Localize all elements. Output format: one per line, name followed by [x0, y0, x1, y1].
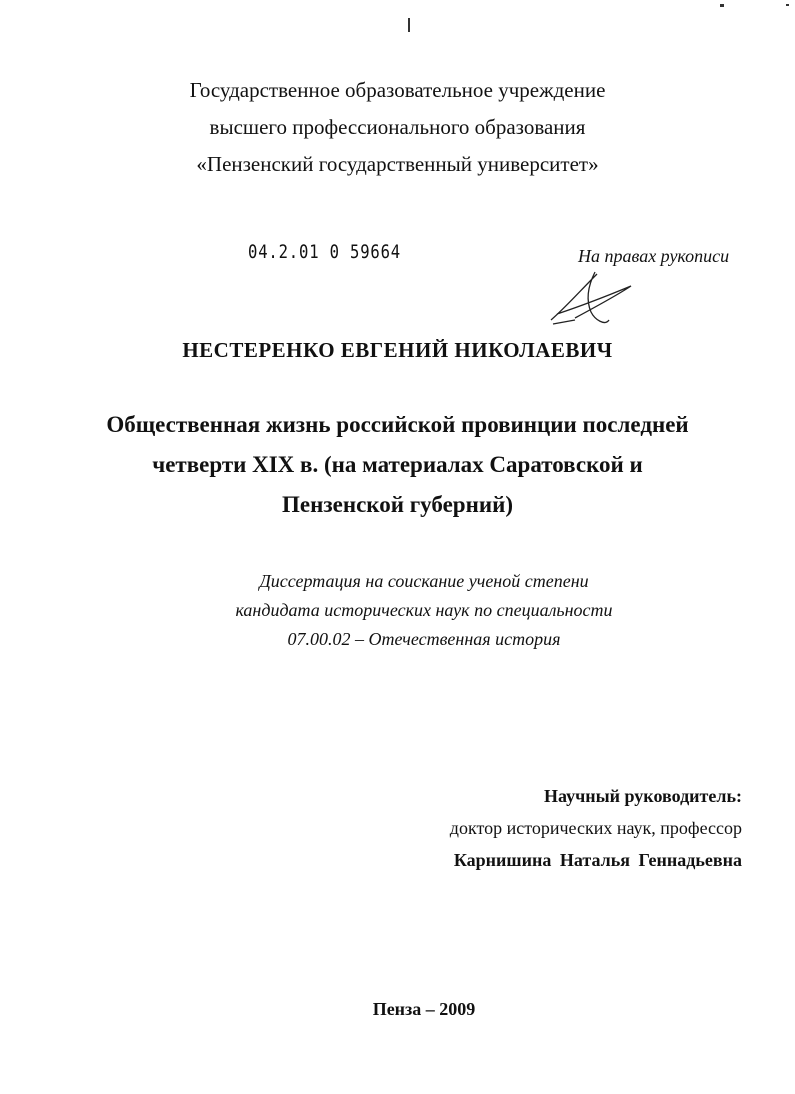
- degree-statement: [0, 567, 795, 654]
- degree-line: 07.00.02 – Отечественная история: [287, 629, 561, 649]
- supervisor-label: Научный руководитель:: [544, 786, 742, 806]
- institution-header: [0, 72, 795, 183]
- place-year: Пенза – 2009: [372, 999, 476, 1019]
- registration-number: 04.2.01 0 59664: [248, 241, 402, 263]
- title-line: Пензенской губерний): [282, 492, 513, 517]
- supervisor-name: Карнишина Наталья Геннадьевна: [453, 850, 742, 870]
- title-line: четверти XIX в. (на материалах Саратовской и: [152, 452, 643, 477]
- degree-line: Диссертация на соискание ученой степени: [259, 571, 589, 591]
- scan-mark: [786, 4, 789, 6]
- institution-line: «Пензенский государственный университет»: [196, 152, 599, 176]
- supervisor-block: [450, 780, 742, 876]
- manuscript-note: На правах рукописи: [578, 246, 730, 266]
- scan-mark: [408, 18, 410, 32]
- institution-line: Государственное образовательное учреждение: [189, 78, 606, 102]
- degree-line: кандидата исторических наук по специальности: [235, 600, 613, 620]
- scan-mark: [720, 4, 724, 7]
- signature-icon: [545, 268, 635, 328]
- author-name: НЕСТЕРЕНКО ЕВГЕНИЙ НИКОЛАЕВИЧ: [182, 338, 613, 362]
- institution-line: высшего профессионального образования: [209, 115, 586, 139]
- supervisor-degree: доктор исторических наук, профессор: [449, 818, 742, 838]
- title-line: Общественная жизнь российской провинции последней: [106, 412, 689, 437]
- dissertation-title: [60, 405, 735, 525]
